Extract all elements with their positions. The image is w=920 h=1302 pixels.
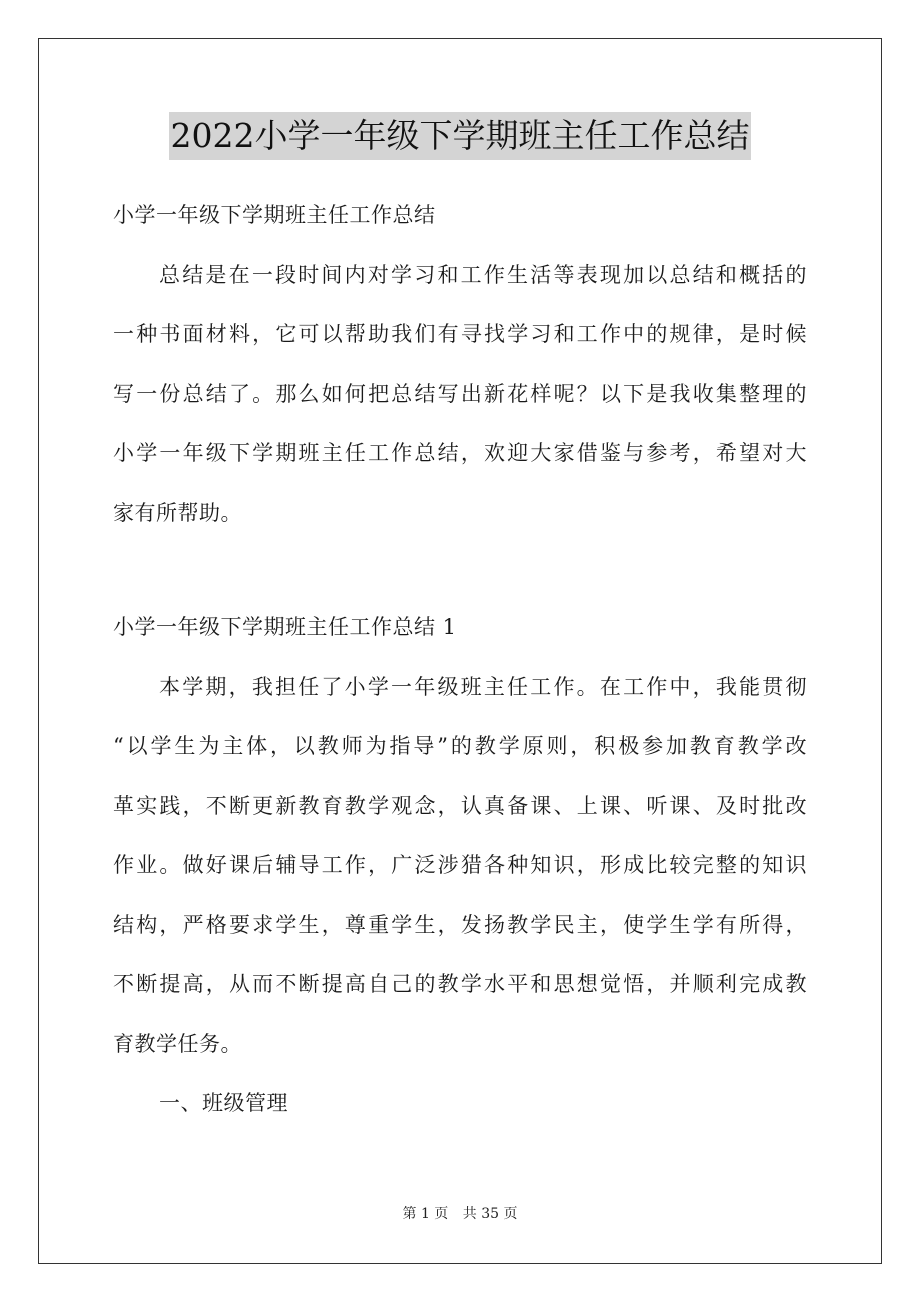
intro-line: 写一份总结了。那么如何把总结写出新花样呢？以下是我收集整理的 <box>113 381 807 406</box>
section-line: 结构，严格要求学生，尊重学生，发扬教学民主，使学生学有所得， <box>113 912 807 937</box>
intro-line: 总结是在一段时间内对学习和工作生活等表现加以总结和概括的 <box>159 262 807 287</box>
page-count: 共 35 页 <box>462 1206 518 1222</box>
paragraph-gap <box>113 549 807 604</box>
section-line: 育教学任务。 <box>113 1031 242 1056</box>
section-line: 本学期，我担任了小学一年级班主任工作。在工作中，我能贯彻 <box>159 674 807 699</box>
document-subtitle: 小学一年级下学期班主任工作总结 <box>113 203 436 227</box>
intro-line: 一种书面材料，它可以帮助我们有寻找学习和工作中的规律，是时候 <box>113 322 807 346</box>
subheading: 一、班级管理 <box>159 1091 288 1115</box>
intro-line: 家有所帮助。 <box>113 500 242 525</box>
page-footer <box>0 1203 920 1223</box>
section-line: “以学生为主体，以教师为指导”的教学原则，积极参加教育教学改 <box>113 734 807 758</box>
page-number: 第 1 页 <box>402 1206 449 1222</box>
document-title: 2022小学一年级下学期班主任工作总结 <box>169 112 752 160</box>
section-line: 革实践，不断更新教育教学观念，认真备课、上课、听课、及时批改 <box>113 793 807 818</box>
section-heading: 小学一年级下学期班主任工作总结 1 <box>113 615 457 639</box>
intro-line: 小学一年级下学期班主任工作总结，欢迎大家借鉴与参考，希望对大 <box>113 441 807 465</box>
document-body <box>113 192 807 1140</box>
title-container <box>0 112 920 160</box>
section-line: 作业。做好课后辅导工作，广泛涉猎各种知识，形成比较完整的知识 <box>113 853 807 877</box>
section-line: 不断提高，从而不断提高自己的教学水平和思想觉悟，并顺利完成教 <box>113 972 807 996</box>
